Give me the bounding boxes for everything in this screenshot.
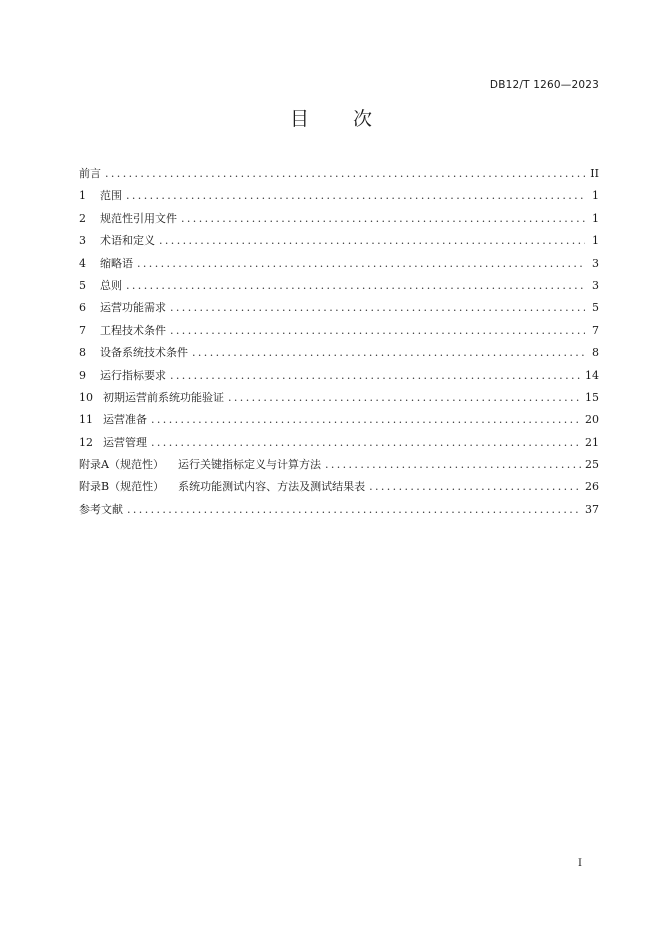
toc-entry-page: 1: [592, 211, 599, 225]
toc-entry[interactable]: [79, 456, 599, 478]
toc-entry-page: 26: [585, 480, 599, 494]
toc-entry-page: II: [590, 167, 599, 180]
toc-entry-number: 12: [79, 435, 93, 449]
toc-entry-page: 1: [592, 189, 599, 203]
title-char-2: 次: [353, 108, 373, 130]
toc-dot-leader: [228, 391, 581, 404]
toc-entry-label: 系统功能测试内容、方法及测试结果表: [178, 480, 366, 494]
toc-entry[interactable]: [79, 210, 599, 232]
toc-entry[interactable]: [79, 232, 599, 254]
toc-entry[interactable]: [79, 299, 599, 321]
toc-entry-page: 1: [592, 234, 599, 248]
toc-entry-page: 15: [585, 390, 599, 404]
toc-entry-number: 9: [79, 368, 86, 382]
toc-dot-leader: [181, 212, 585, 225]
toc-dot-leader: [325, 458, 581, 471]
toc-entry-number: 11: [79, 413, 93, 427]
toc-entry-page: 21: [585, 435, 599, 449]
toc-dot-leader: [192, 346, 585, 359]
toc-entry[interactable]: [79, 367, 599, 389]
toc-dot-leader: [127, 503, 581, 516]
toc-dot-leader: [151, 436, 581, 449]
toc-entry-number: 4: [79, 256, 86, 270]
toc-entry-label: 缩略语: [100, 256, 133, 270]
toc-entry-number: 2: [79, 211, 86, 225]
toc-entry[interactable]: [79, 255, 599, 277]
toc-entry-number: 5: [79, 278, 86, 292]
toc-entry-label: 运营准备: [103, 413, 147, 427]
toc-entry-label: 范围: [100, 189, 122, 203]
toc-entry-number: 附录B（规范性）: [79, 480, 165, 494]
toc-entry[interactable]: [79, 389, 599, 411]
toc-dot-leader: [170, 324, 585, 337]
toc-entry-label: 运营管理: [103, 435, 147, 449]
toc-entry-number: 3: [79, 234, 86, 248]
toc-entry-number: 7: [79, 323, 86, 337]
toc-dot-leader: [105, 167, 585, 180]
toc-dot-leader: [170, 369, 581, 382]
toc-dot-leader: [126, 279, 585, 292]
toc-entry-page: 37: [585, 502, 599, 516]
toc-entry-label: 工程技术条件: [100, 323, 166, 337]
toc-entry-label: 运行指标要求: [100, 368, 166, 382]
toc-entry-label: 参考文献: [79, 502, 123, 516]
toc-entry-number: 附录A（规范性）: [79, 458, 164, 472]
title-char-1: 目: [289, 108, 309, 130]
toc-dot-leader: [159, 234, 585, 247]
toc-entry[interactable]: [79, 411, 599, 433]
toc-entry-label: 运营功能需求: [100, 301, 166, 315]
toc-entry-number: 10: [79, 390, 93, 404]
toc-entry-number: 6: [79, 301, 86, 315]
toc-entry-label: 术语和定义: [100, 234, 155, 248]
toc-entry-page: 7: [592, 323, 599, 337]
toc-entry[interactable]: [79, 322, 599, 344]
toc-entry[interactable]: [79, 478, 599, 500]
toc-entry[interactable]: [79, 501, 599, 523]
toc-entry-page: 14: [585, 368, 599, 382]
toc-entry[interactable]: [79, 187, 599, 209]
toc-dot-leader: [137, 257, 585, 270]
toc-entry[interactable]: [79, 165, 599, 187]
toc-entry-label: 规范性引用文件: [100, 211, 177, 225]
toc-entry-number: 8: [79, 346, 86, 360]
toc-entry-label: 初期运营前系统功能验证: [103, 390, 224, 404]
page-number: I: [578, 858, 582, 869]
page-title: [0, 104, 662, 131]
toc-dot-leader: [151, 413, 581, 426]
toc-entry-page: 8: [592, 346, 599, 360]
toc-entry-page: 3: [592, 278, 599, 292]
toc-entry-label: 设备系统技术条件: [100, 346, 188, 360]
document-code: DB12/T 1260—2023: [489, 79, 599, 91]
toc-entry-label: 前言: [79, 167, 101, 180]
toc-entry-page: 25: [585, 458, 599, 472]
toc-dot-leader: [126, 189, 585, 202]
toc-entry[interactable]: [79, 434, 599, 456]
toc-dot-leader: [369, 480, 581, 493]
toc-entry[interactable]: [79, 277, 599, 299]
toc-entry-page: 3: [592, 256, 599, 270]
toc-entry-label: 运行关键指标定义与计算方法: [177, 458, 321, 472]
toc-entry-label: 总则: [100, 278, 122, 292]
toc-entry-page: 20: [585, 413, 599, 427]
table-of-contents: [79, 165, 599, 523]
toc-entry-page: 5: [592, 301, 599, 315]
toc-entry-number: 1: [79, 189, 86, 203]
toc-dot-leader: [170, 301, 585, 314]
toc-entry[interactable]: [79, 344, 599, 366]
